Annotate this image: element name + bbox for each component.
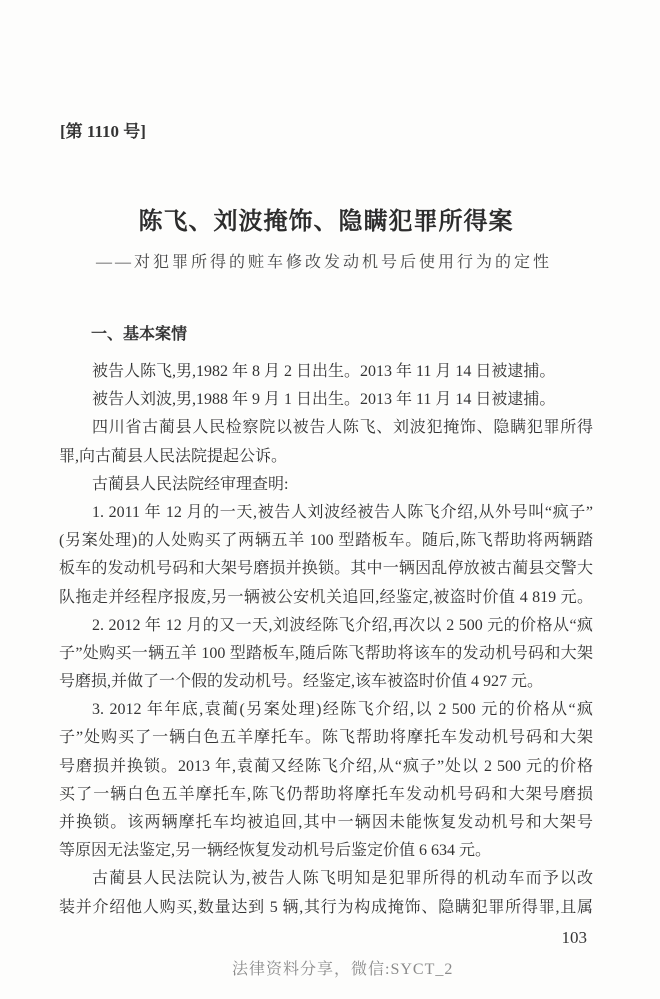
text-line: 号磨损并换锁。2013 年,袁蔺又经陈飞介绍,从“疯子”处以 2 500 元的价格	[59, 757, 593, 775]
page-number: 103	[561, 928, 587, 947]
text-line: 1. 2011 年 12 月的一天,被告人刘波经被告人陈飞介绍,从外号叫“疯子”	[92, 503, 593, 521]
text-line: (另案处理)的人处购买了两辆五羊 100 型踏板车。随后,陈飞帮助将两辆踏	[59, 532, 593, 550]
paragraph-defendant-chen-fei	[59, 358, 593, 386]
paragraph-court-findings-intro	[59, 471, 593, 499]
text-line: 3. 2012 年年底,袁蔺(另案处理)经陈飞介绍,以 2 500 元的价格从“疯	[92, 701, 593, 719]
text-line: 子”处购买了一辆白色五羊摩托车。陈飞帮助将摩托车发动机号码和大架	[59, 729, 593, 747]
text-line: 四川省古蔺县人民检察院以被告人陈飞、刘波犯掩饰、隐瞒犯罪所得	[92, 419, 593, 437]
text-line: 2. 2012 年 12 月的又一天,刘波经陈飞介绍,再次以 2 500 元的价格从“疯	[92, 616, 593, 634]
case-number: [第 1110 号]	[60, 122, 146, 141]
text-line: 古蔺县人民法院经审理查明:	[92, 475, 289, 493]
paragraph-fact-3	[59, 696, 593, 865]
text-line: 等原因无法鉴定,另一辆经恢复发动机号后鉴定价值 6 634 元。	[59, 842, 492, 860]
text-line: 并换锁。该两辆摩托车均被追回,其中一辆因未能恢复发动机号和大架号	[59, 814, 593, 831]
case-title: 陈飞、刘波掩饰、隐瞒犯罪所得案	[138, 209, 514, 235]
paragraph-fact-1	[59, 499, 593, 612]
text-line: 被告人陈飞,男,1982 年 8 月 2 日出生。2013 年 11 月 14 日被逮捕。	[92, 363, 556, 380]
case-subtitle: ——对犯罪所得的赃车修改发动机号后使用行为的定性	[96, 254, 553, 271]
paragraph-court-opinion	[59, 865, 593, 921]
text-line: 装并介绍他人购买,数量达到 5 辆,其行为构成掩饰、隐瞒犯罪所得罪,且属	[59, 898, 593, 916]
text-line: 古蔺县人民法院认为,被告人陈飞明知是犯罪所得的机动车而予以改	[92, 870, 593, 888]
text-line: 罪,向古蔺县人民法院提起公诉。	[59, 447, 288, 465]
text-line: 板车的发动机号码和大架号磨损并换锁。其中一辆因乱停放被古蔺县交警大	[59, 560, 593, 578]
paragraph-fact-2	[59, 612, 593, 697]
paragraph-defendant-liu-bo	[59, 386, 593, 414]
watermark-text: 法律资料分享，微信:SYCT_2	[232, 961, 454, 978]
paragraph-prosecution	[59, 414, 593, 470]
text-line: 被告人刘波,男,1988 年 9 月 1 日出生。2013 年 11 月 14 日被逮捕。	[92, 391, 556, 409]
text-line: 号磨损,并做了一个假的发动机号。经鉴定,该车被盗时价值 4 927 元。	[59, 673, 544, 691]
section-heading-basic-facts: 一、基本案情	[91, 326, 188, 343]
text-line: 买了一辆白色五羊摩托车,陈飞仍帮助将摩托车发动机号码和大架号磨损	[59, 785, 593, 803]
text-line: 队拖走并经程序报废,另一辆被公安机关追回,经鉴定,被盗时价值 4 819 元。	[59, 588, 593, 606]
text-line: 子”处购买一辆五羊 100 型踏板车,随后陈飞帮助将该车的发动机号码和大架	[59, 644, 593, 662]
section-body	[59, 358, 593, 922]
